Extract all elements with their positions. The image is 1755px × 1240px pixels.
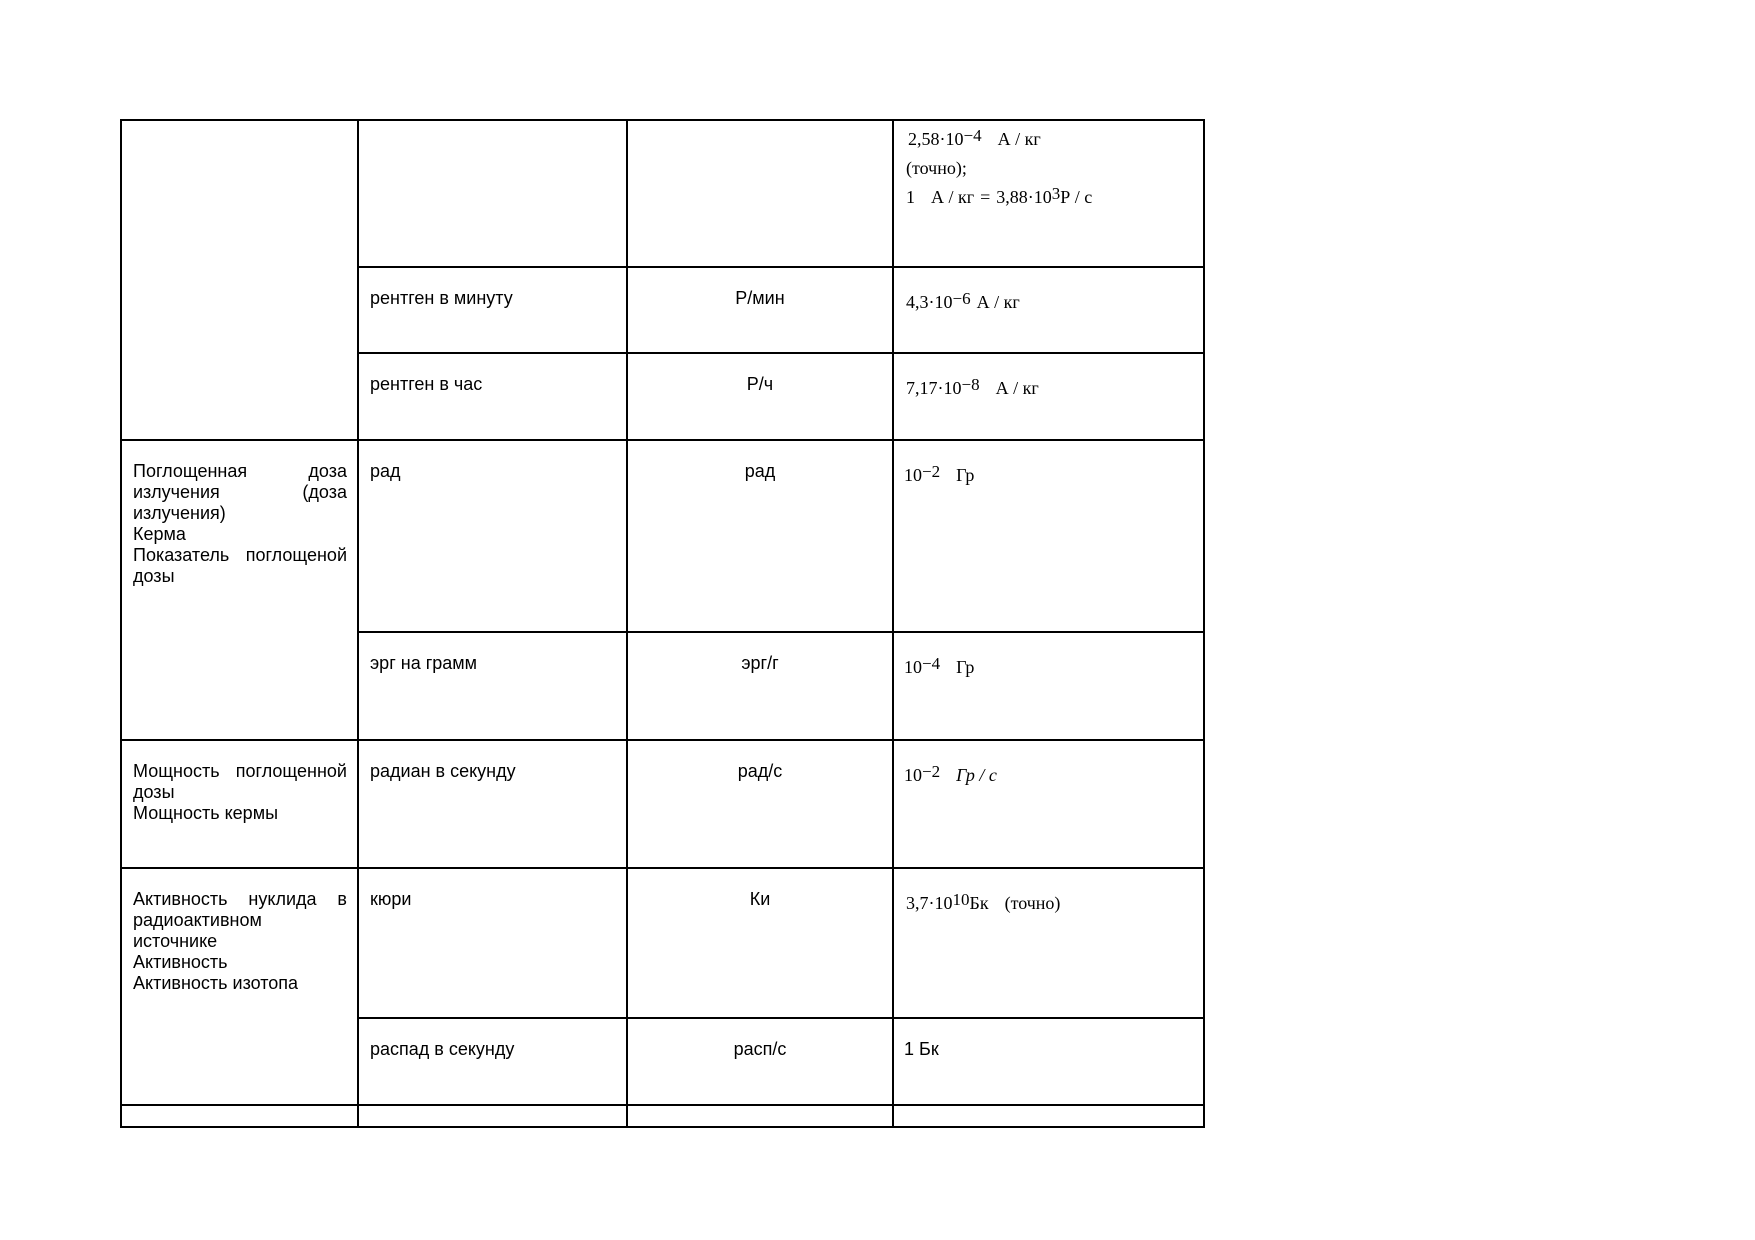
units-table bbox=[120, 119, 1205, 1128]
quantity-line: Поглощенная доза излучения (доза излучения) bbox=[133, 460, 347, 523]
quantity-cell-activity bbox=[121, 868, 358, 1104]
table-row bbox=[121, 1105, 1204, 1127]
relation-cell: 1 Бк bbox=[893, 1018, 1204, 1105]
relation-cell: $10^{-2}$ Гр bbox=[893, 440, 1204, 632]
quantity-cell-dose-rate bbox=[121, 740, 358, 869]
relation-line-2: (точно); bbox=[906, 158, 967, 178]
quantity-line: Активность нуклида в радиоактивном источнике bbox=[133, 889, 347, 952]
relation-cell: $10^{-2}$ Гр / с bbox=[893, 740, 1204, 869]
unit-symbol-cell: Ки bbox=[627, 868, 893, 1018]
unit-symbol-cell: Р/ч bbox=[627, 353, 893, 440]
unit-name-cell: рентген в минуту bbox=[358, 267, 627, 354]
empty-cell bbox=[358, 1105, 627, 1127]
quantity-line: Активность bbox=[133, 952, 228, 973]
relation-line-3: 1 А / кг = $3,88\cdot 10^3Р / с$ bbox=[906, 184, 1093, 207]
unit-symbol-cell: эрг/г bbox=[627, 632, 893, 740]
quantity-line: Показатель поглощеной дозы bbox=[133, 544, 347, 586]
unit-name-cell bbox=[358, 120, 627, 267]
relation-cell bbox=[893, 120, 1204, 267]
empty-cell bbox=[121, 1105, 358, 1127]
table-row bbox=[121, 740, 1204, 869]
quantity-line: Мощность поглощенной дозы bbox=[133, 760, 347, 802]
empty-cell bbox=[893, 1105, 1204, 1127]
quantity-line: Активность изотопа bbox=[133, 973, 299, 994]
quantity-cell-absorbed-dose bbox=[121, 440, 358, 740]
unit-name-cell: рад bbox=[358, 440, 627, 632]
unit-symbol-cell: расп/с bbox=[627, 1018, 893, 1105]
unit-name-cell: радиан в секунду bbox=[358, 740, 627, 869]
unit-name-cell: эрг на грамм bbox=[358, 632, 627, 740]
unit-name-cell: распад в секунду bbox=[358, 1018, 627, 1105]
unit-name-cell: кюри bbox=[358, 868, 627, 1018]
unit-symbol-cell: рад/с bbox=[627, 740, 893, 869]
empty-cell bbox=[627, 1105, 893, 1127]
table-row bbox=[121, 868, 1204, 1018]
quantity-line: Мощность кермы bbox=[133, 802, 279, 823]
relation-cell: $10^{-4}$ Гр bbox=[893, 632, 1204, 740]
relation-line-1: $2,58\cdot 10^{-4}$ А / кг bbox=[908, 126, 1041, 149]
table-row bbox=[121, 120, 1204, 267]
unit-symbol-cell: Р/мин bbox=[627, 267, 893, 354]
quantity-line: Керма bbox=[133, 523, 186, 544]
relation-cell: $3,7\cdot 10^{10}Бк$ (точно) bbox=[893, 868, 1204, 1018]
relation-cell: $4,3\cdot 10^{-6}$ А / кг bbox=[893, 267, 1204, 354]
unit-symbol-cell: рад bbox=[627, 440, 893, 632]
unit-symbol-cell bbox=[627, 120, 893, 267]
relation-cell: $7,17\cdot 10^{-8}$ А / кг bbox=[893, 353, 1204, 440]
unit-name-cell: рентген в час bbox=[358, 353, 627, 440]
quantity-cell-exposure-dose-rate bbox=[121, 120, 358, 440]
table-row bbox=[121, 440, 1204, 632]
